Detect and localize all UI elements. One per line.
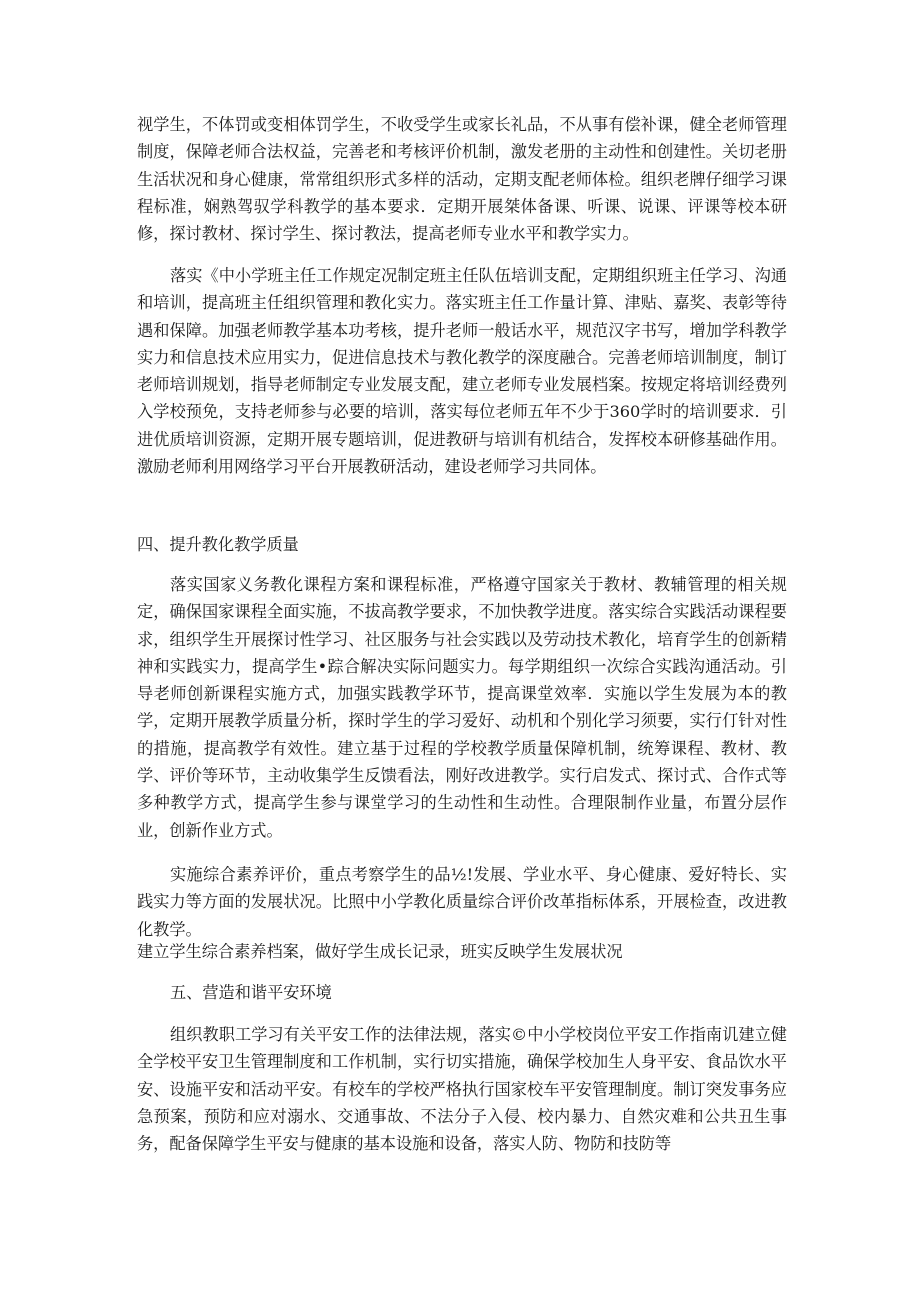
paragraph-head-teacher-training: 落实《中小学班主任工作规定况制定班主任队伍培训支配，定期组织班主任学习、沟通和培训，提高班主任组织管理和教化实力。落实班主任工作量计算、津贴、嘉奖、表彰等待遇和保障。加强老师教学基本功考核，提升老师一般话水平，规范汉字书写，增加学科教学实力和信息技术应用实力，促进信息技术与教化教学的深度融合。完善老师培训制度，制订老师培训规划，指导老师制定专业发展支配，建立老师专业发展档案。按规定将培训经费列入学校预免，支持老师参与必要的培训，落实每位老师五年不少于360学时的培训要求．引进优质培训资源，定期开展专题培训，促进教研与培训有机结合，发挥校本研修基础作用。激励老师利用网络学习平台开展教研活动，建设老师学习共同体。 xyxy=(137,266,787,477)
section-heading-4: 四、提升教化教学质量 xyxy=(137,535,299,554)
section-heading-5: 五、营造和谐平安环境 xyxy=(170,983,332,1002)
paragraph-teacher-management: 视学生，不体罚或变相体罚学生，不收受学生或家长礼品，不从事有偿补课，健全老师管理制度，保障老师合法权益，完善老和考核评价机制，激发老册的主动性和创建性。关切老册生活状况和身心健康，常常组织形式多样的活动，定期支配老师体检。组织老牌仔细学习课程标准，娴熟驾驭学科教学的基本要求．定期开展桀体备课、听课、说课、评课等校本研修，探讨教材、探讨学生、探讨教法，提高老师专业水平和教学实力。 xyxy=(137,115,787,244)
paragraph-safety-environment: 组织教职工学习有关平安工作的法律法规，落实©中小学校岗位平安工作指南讥建立健全学校平安卫生管理制度和工作机制，实行切实措施，确保学校加生人身平安、食品饮水平安、设施平安和活动平安。有校车的学校严格执行国家校车平安管理制度。制订突发事务应急预案，预防和应对溺水、交通事故、不法分子入侵、校内暴力、自然灾难和公共丑生事务，配备保障学生平安与健康的基本设施和设备，落实人防、物防和技防等 xyxy=(137,1025,787,1154)
paragraph-teaching-quality: 落实国家义务教化课程方案和课程标准，严格遵守国家关于教材、教辅管理的相关规定，确保国家课程全面实施，不拔高教学要求，不加快教学进度。落实综合实践活动课程要求，组织学生开展探讨性学习、社区服务与社会实践以及劳动技术教化，培育学生的创新精神和实践实力，提高学生•踪合解决实际问题实力。每学期组织一次综合实践沟通活动。引导老师创新课程实施方式，加强实践教学环节，提高课堂效率．实施以学生发展为本的教学，定期开展教学质量分析，探时学生的学习爱好、动机和个别化学习须要，实行仃针对性的措施，提高教学有效性。建立基于过程的学校教学质量保障机制，统筹课程、教材、教学、评价等环节，主动收集学生反馈看法，刚好改进教学。实行启发式、探讨式、合作式等多种教学方式，提高学生参与课堂学习的生动性和生动性。合理限制作业量，布置分层作业，创新作业方式。 xyxy=(137,575,787,840)
paragraph-student-archive: 建立学生综合素养档案，做好学生成长记录，班实反映学生发展状况 xyxy=(137,942,623,961)
paragraph-comprehensive-evaluation: 实施综合素养评价，重点考察学生的品½!发展、学业水平、身心健康、爱好特长、实践实力等方面的发展状况。比照中小学教化质量综合评价改革指标体系，开展检查，改进教化教学。 xyxy=(137,865,787,939)
